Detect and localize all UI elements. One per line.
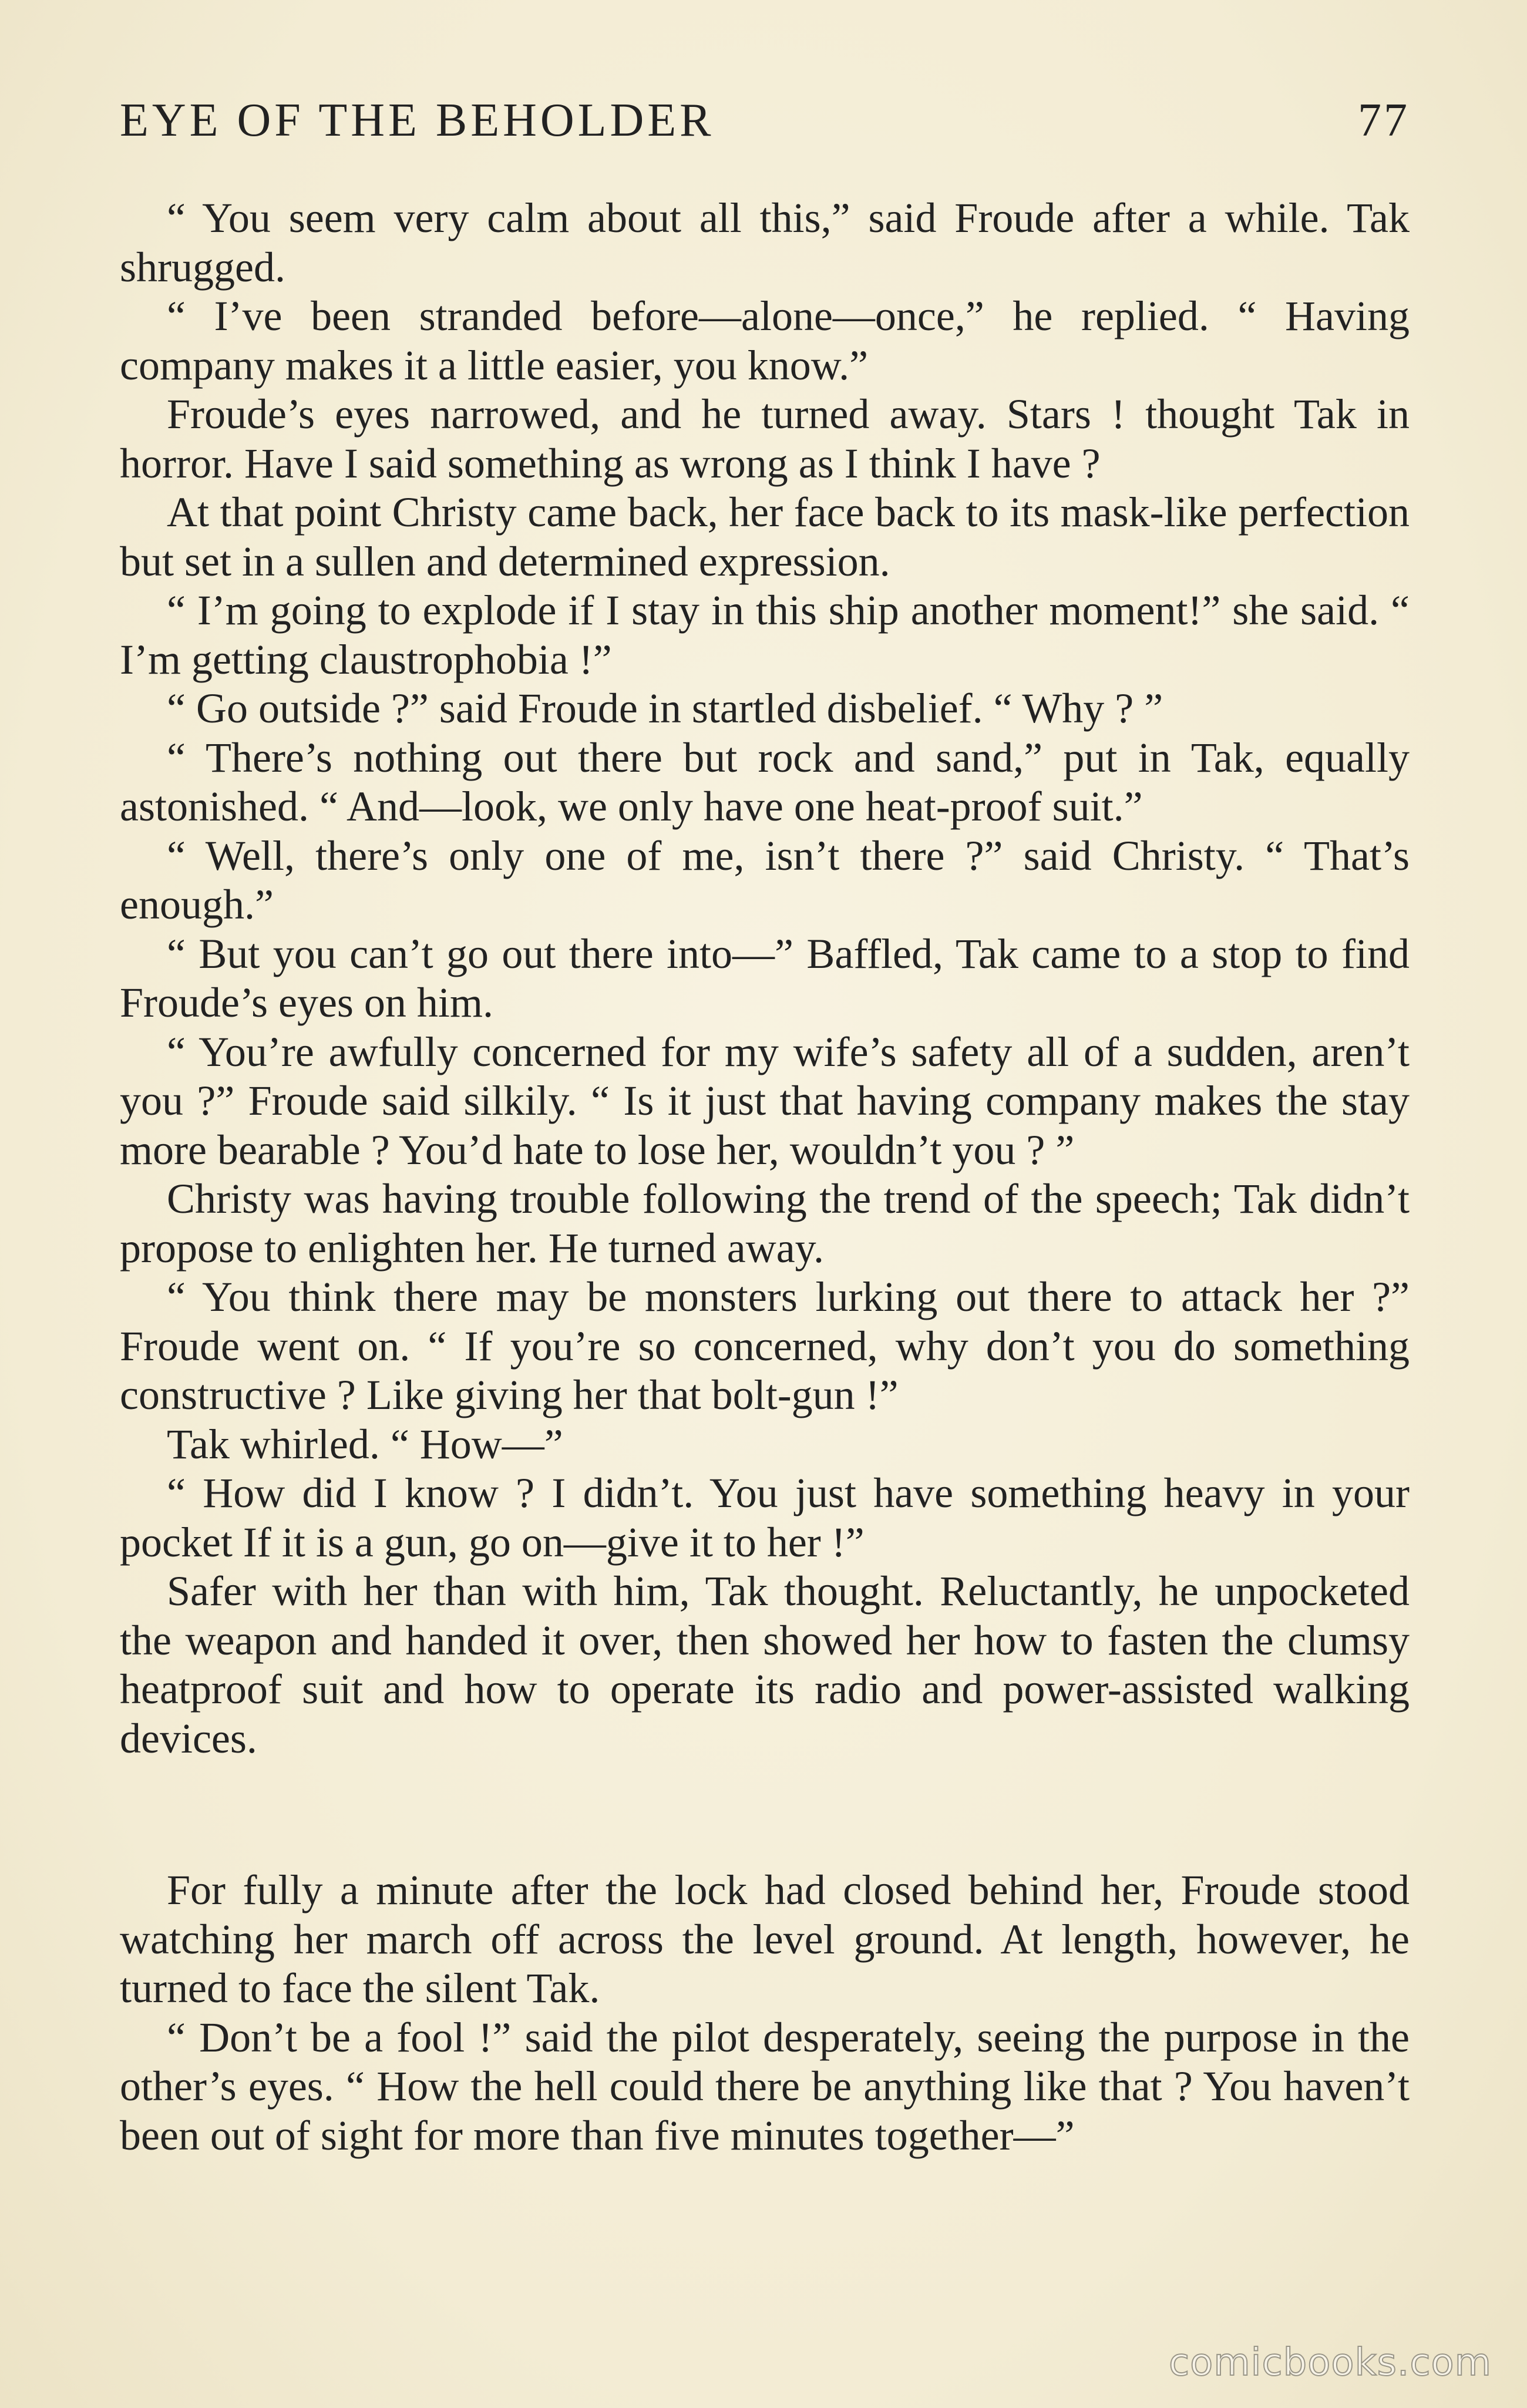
paragraph: For fully a minute after the lock had closed behind her, Froude stood watching her march off across the level ground. At length, however, he turned to face the silent Tak.	[120, 1866, 1410, 2012]
paragraph: Froude’s eyes narrowed, and he turned away. Stars ! thought Tak in horror. Have I said something as wrong as I think I have ?	[120, 391, 1410, 487]
paragraph: “ There’s nothing out there but rock and sand,” put in Tak, equally astonished. “ And—look, we only have one heat-proof suit.”	[120, 734, 1410, 830]
page-number: 77	[1358, 95, 1410, 146]
paragraph: Christy was having trouble following the trend of the speech; Tak didn’t propose to enlighten her. He turned away.	[120, 1175, 1410, 1272]
paragraph: “ I’m going to explode if I stay in this ship another moment!” she said. “ I’m getting claustrophobia !”	[120, 587, 1410, 683]
paragraph: “ Don’t be a fool !” said the pilot desperately, seeing the purpose in the other’s eyes. “ How the hell could there be anything like that ? You haven’t been out of sight for more than five minutes together—”	[120, 2013, 1410, 2159]
paragraph: “ I’ve been stranded before—alone—once,” he replied. “ Having company makes it a little easier, you know.”	[120, 292, 1410, 389]
paragraph: “ You think there may be monsters lurking out there to attack her ?” Froude went on. “ If you’re so concerned, why don’t you do something constructive ? Like giving her that bolt-gun !”	[120, 1273, 1410, 1418]
paragraph: “ You seem very calm about all this,” said Froude after a while. Tak shrugged.	[120, 194, 1410, 291]
body-text	[120, 194, 1410, 2160]
running-title: EYE OF THE BEHOLDER	[120, 95, 715, 146]
paragraph: “ Go outside ?” said Froude in startled disbelief. “ Why ? ”	[167, 685, 1163, 732]
paragraph: “ You’re awfully concerned for my wife’s safety all of a sudden, aren’t you ?” Froude said silkily. “ Is it just that having company makes the stay more bearable ? You’d hate to lose her, wouldn’t you ? ”	[120, 1028, 1410, 1173]
paragraph: “ But you can’t go out there into—” Baffled, Tak came to a stop to find Froude’s eyes on him.	[120, 930, 1410, 1026]
watermark: comicbooks.com	[1168, 2341, 1492, 2385]
paragraph: Tak whirled. “ How—”	[167, 1420, 563, 1468]
paragraph: Safer with her than with him, Tak thought. Reluctantly, he unpocketed the weapon and handed it over, then showed her how to fasten the clumsy heatproof suit and how to operate its radio and power-assisted walking devices.	[120, 1568, 1410, 1762]
section-break	[120, 1763, 1410, 1866]
paragraph: “ Well, there’s only one of me, isn’t there ?” said Christy. “ That’s enough.”	[120, 832, 1410, 928]
running-header	[120, 94, 1410, 159]
paragraph: At that point Christy came back, her face back to its mask-like perfection but set in a sullen and determined expression.	[120, 489, 1410, 585]
paragraph: “ How did I know ? I didn’t. You just have something heavy in your pocket If it is a gun, go on—give it to her !”	[120, 1469, 1410, 1566]
